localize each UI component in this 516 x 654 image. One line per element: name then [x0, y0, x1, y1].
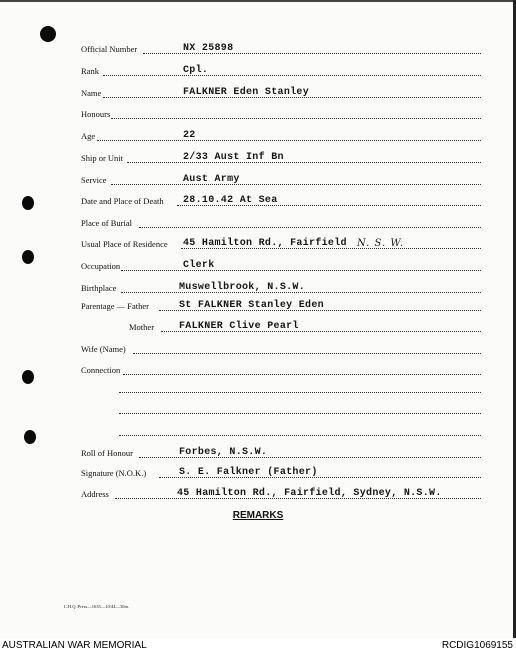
row-connection [81, 363, 481, 377]
connection-line-4 [119, 435, 481, 436]
burial-dots [139, 227, 481, 228]
signature-label: Signature (N.O.K.) [81, 468, 147, 478]
birthplace-label: Birthplace [81, 283, 117, 293]
occupation-label: Occupation [81, 261, 121, 271]
ship-or-unit-dots [127, 162, 481, 163]
row-mother [81, 320, 481, 334]
row-name [81, 86, 481, 100]
row-ship-or-unit [81, 151, 481, 165]
honours-dots [111, 118, 481, 119]
row-signature [81, 466, 481, 480]
residence-label: Usual Place of Residence [81, 239, 168, 249]
mother-value: FALKNER Clive Pearl [179, 321, 299, 332]
row-occupation [81, 259, 481, 273]
connection-line-3 [119, 413, 481, 414]
age-value: 22 [183, 130, 196, 141]
connection-line-2 [119, 392, 481, 393]
ship-or-unit-value: 2/33 Aust Inf Bn [183, 152, 284, 163]
rank-dots [103, 75, 481, 76]
row-service [81, 173, 481, 187]
punch-hole-4 [22, 370, 34, 384]
residence-value: 45 Hamilton Rd., Fairfield [183, 238, 347, 249]
service-label: Service [81, 175, 107, 185]
wife-label: Wife (Name) [81, 344, 126, 354]
official-number-label: Official Number [81, 44, 138, 54]
signature-value: S. E. Falkner (Father) [179, 467, 318, 478]
death-label: Date and Place of Death [81, 196, 164, 206]
residence-handwritten: N. S. W. [357, 238, 405, 249]
address-value: 45 Hamilton Rd., Fairfield, Sydney, N.S.W. [177, 488, 442, 499]
row-official-number [81, 42, 481, 56]
father-value: St FALKNER Stanley Eden [179, 300, 324, 311]
row-birthplace [81, 281, 481, 295]
row-rank [81, 64, 481, 78]
roll-of-honour-label: Roll of Honour [81, 448, 133, 458]
row-age [81, 129, 481, 143]
footer-left-text: AUSTRALIAN WAR MEMORIAL [2, 640, 147, 651]
footer-right-text: RCDIG1069155 [441, 640, 513, 651]
occupation-dots [121, 270, 481, 271]
footer-bar [0, 638, 516, 654]
row-burial [81, 216, 481, 230]
age-dots [97, 140, 481, 141]
row-residence [81, 237, 481, 251]
ship-or-unit-label: Ship or Unit [81, 153, 124, 163]
father-label: Parentage — Father [81, 301, 149, 311]
row-roll-of-honour [81, 446, 481, 460]
punch-hole-3 [22, 250, 34, 264]
punch-hole-top [40, 26, 56, 42]
punch-hole-2 [22, 196, 34, 210]
connection-dots [123, 374, 481, 375]
roll-of-honour-value: Forbes, N.S.W. [179, 447, 268, 458]
name-value: FALKNER Eden Stanley [183, 87, 310, 98]
row-death [81, 194, 481, 208]
age-label: Age [81, 131, 96, 141]
rank-value: Cpl. [183, 65, 209, 76]
printer-note: L.H.Q. Press—1635—10/44—30m. [64, 604, 130, 609]
wife-dots [133, 353, 481, 354]
occupation-value: Clerk [183, 260, 215, 271]
honours-label: Honours [81, 109, 111, 119]
row-father [81, 299, 481, 313]
row-honours [81, 107, 481, 121]
service-value: Aust Army [183, 174, 240, 185]
address-label: Address [81, 489, 109, 499]
connection-label: Connection [81, 365, 121, 375]
death-value: 28.10.42 At Sea [183, 195, 278, 206]
burial-label: Place of Burial [81, 218, 132, 228]
birthplace-value: Muswellbrook, N.S.W. [179, 282, 306, 293]
remarks-heading: REMARKS [232, 510, 284, 521]
service-dots [111, 184, 481, 185]
rank-label: Rank [81, 66, 99, 76]
name-label: Name [81, 88, 102, 98]
official-number-value: NX 25898 [183, 43, 234, 54]
mother-label: Mother [129, 322, 155, 332]
row-address [81, 487, 481, 501]
punch-hole-5 [24, 430, 36, 444]
row-wife [81, 342, 481, 356]
card-top-edge [0, 0, 516, 2]
